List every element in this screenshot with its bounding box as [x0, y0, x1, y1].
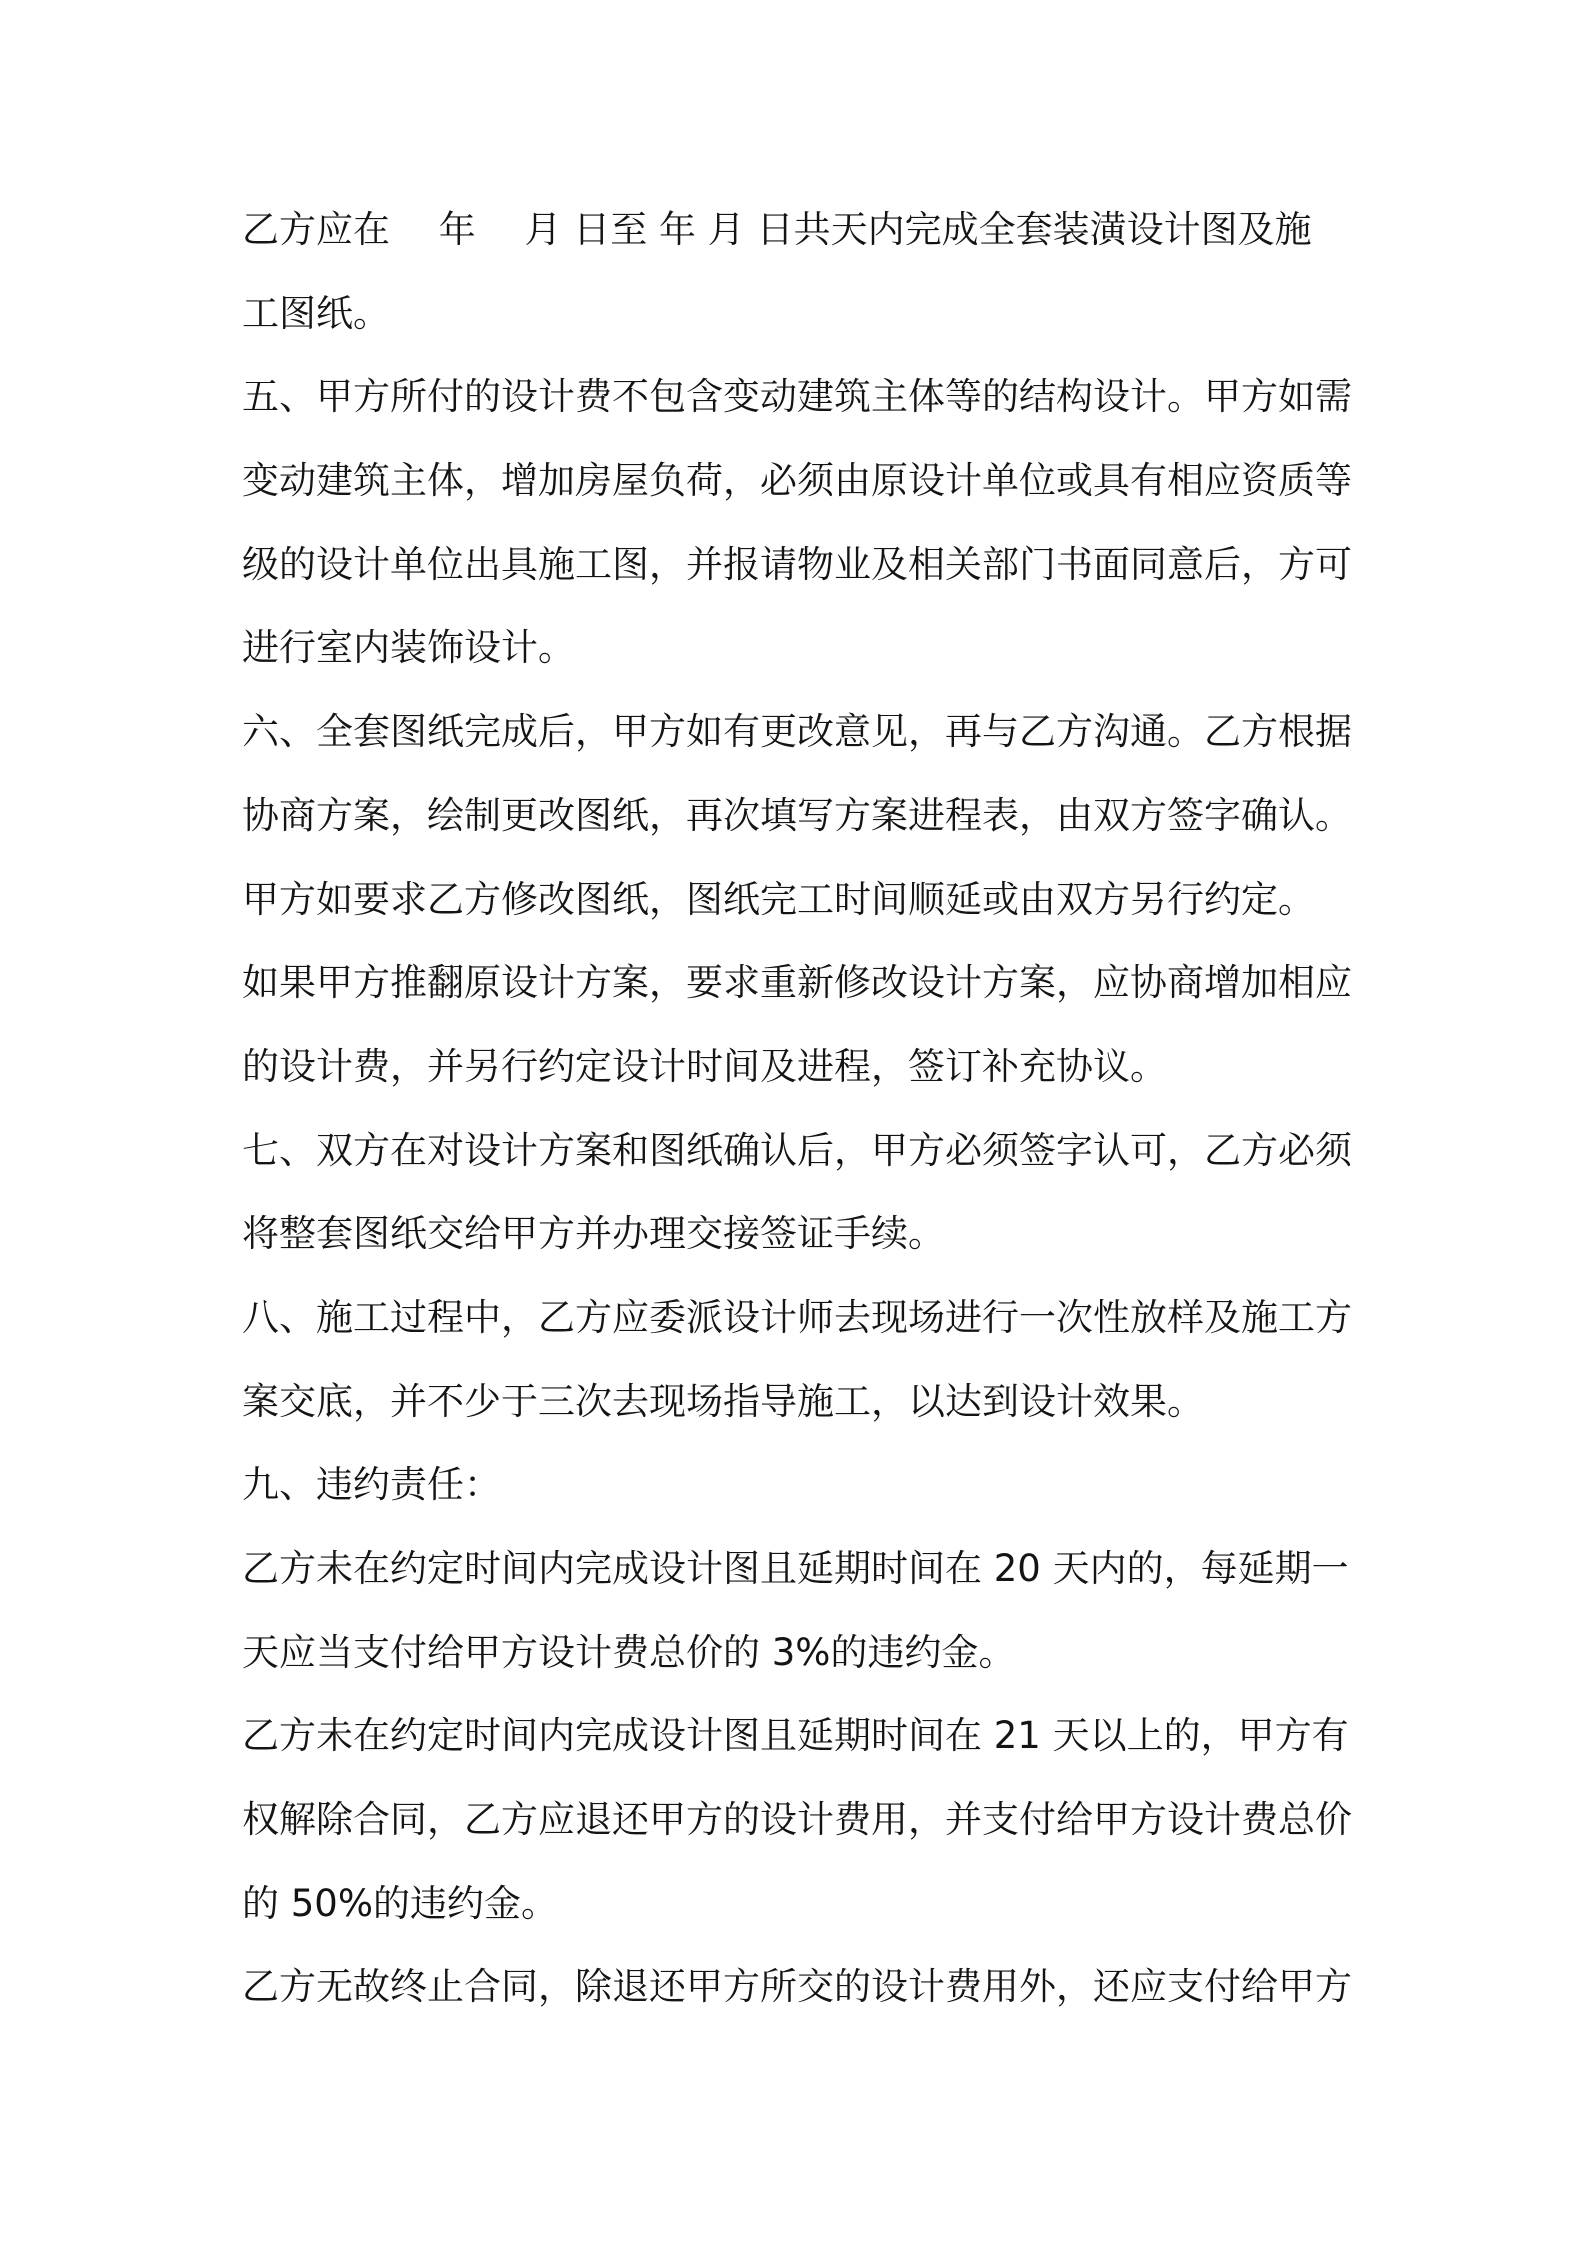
document-line: 九、违约责任：	[242, 1463, 501, 1507]
document-line: 变动建筑主体，增加房屋负荷，必须由原设计单位或具有相应资质等	[242, 459, 1352, 503]
document-line: 的 50%的违约金。	[242, 1881, 558, 1925]
document-line: 乙方未在约定时间内完成设计图且延期时间在 21 天以上的，甲方有	[242, 1714, 1349, 1758]
document-line: 乙方应在 年 月 日至 年 月 日共天内完成全套装潢设计图及施	[242, 208, 1312, 251]
document-line: 进行室内装饰设计。	[242, 626, 575, 670]
document-line: 甲方如要求乙方修改图纸，图纸完工时间顺延或由双方另行约定。	[242, 877, 1315, 921]
document-line: 七、双方在对设计方案和图纸确认后，甲方必须签字认可，乙方必须	[242, 1128, 1352, 1172]
document-line: 乙方无故终止合同，除退还甲方所交的设计费用外，还应支付给甲方	[242, 1965, 1352, 2009]
document-line: 如果甲方推翻原设计方案，要求重新修改设计方案，应协商增加相应	[242, 961, 1352, 1005]
document-line: 的设计费，并另行约定设计时间及进程，签订补充协议。	[242, 1044, 1167, 1088]
document-line: 将整套图纸交给甲方并办理交接签证手续。	[242, 1212, 945, 1256]
document-line: 级的设计单位出具施工图，并报请物业及相关部门书面同意后，方可	[242, 542, 1352, 586]
document-line: 乙方未在约定时间内完成设计图且延期时间在 20 天内的，每延期一	[242, 1547, 1349, 1590]
document-line: 八、施工过程中，乙方应委派设计师去现场进行一次性放样及施工方	[242, 1295, 1352, 1339]
document-line: 工图纸。	[242, 291, 390, 335]
document-line: 六、全套图纸完成后，甲方如有更改意见，再与乙方沟通。乙方根据	[242, 710, 1352, 754]
document-body	[242, 188, 1372, 2029]
document-line: 权解除合同，乙方应退还甲方的设计费用，并支付给甲方设计费总价	[242, 1798, 1352, 1842]
document-line: 案交底，并不少于三次去现场指导施工，以达到设计效果。	[242, 1379, 1204, 1423]
document-line: 天应当支付给甲方设计费总价的 3%的违约金。	[242, 1630, 1016, 1674]
document-line: 五、甲方所付的设计费不包含变动建筑主体等的结构设计。甲方如需	[242, 375, 1352, 419]
document-line: 协商方案，绘制更改图纸，再次填写方案进程表，由双方签字确认。	[242, 793, 1352, 837]
